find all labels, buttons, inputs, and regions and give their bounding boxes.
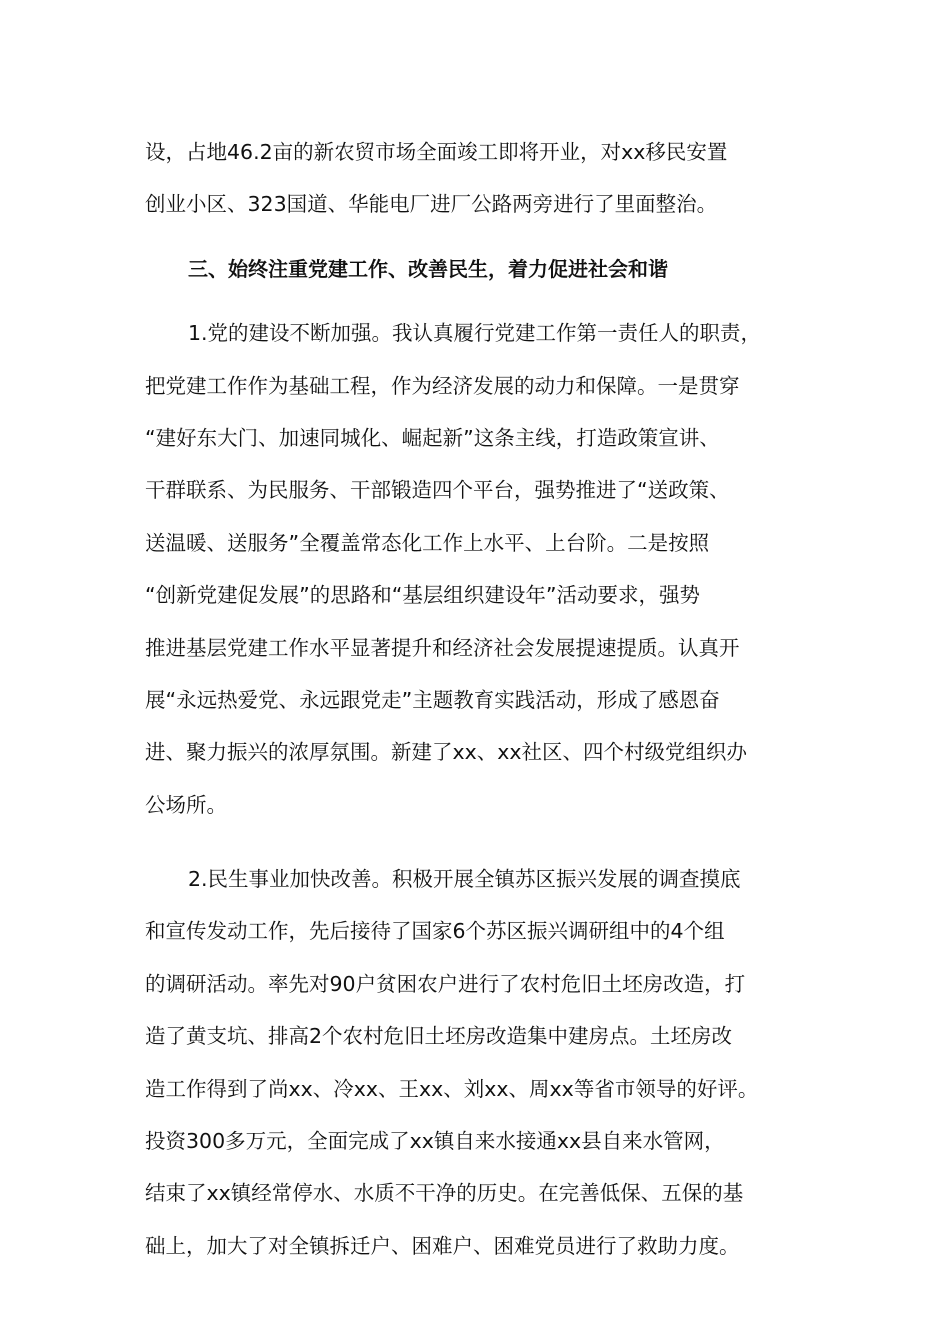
document-body xyxy=(145,132,811,1278)
text-line: 把党建工作作为基础工程，作为经济发展的动力和保障。一是贯穿 xyxy=(145,373,740,398)
text-line: 造工作得到了尚xx、冷xx、王xx、刘xx、周xx等省市领导的好评。 xyxy=(145,1076,759,1101)
text-line: 础上，加大了对全镇拆迁户、困难户、困难党员进行了救助力度。 xyxy=(145,1233,740,1258)
text-line: 展“永远热爱党、永远跟党走”主题教育实践活动，形成了感恩奋 xyxy=(145,687,720,712)
text-line: 设，占地46.2亩的新农贸市场全面竣工即将开业，对xx移民安置 xyxy=(145,140,728,164)
text-line: 送温暖、送服务”全覆盖常态化工作上水平、上台阶。二是按照 xyxy=(145,530,710,555)
section-heading: 三、始终注重党建工作、改善民生，着力促进社会和谐 xyxy=(188,256,668,281)
text-line: 和宣传发动工作，先后接待了国家6个苏区振兴调研组中的4个组 xyxy=(145,919,725,944)
intro-paragraph xyxy=(145,132,811,237)
paragraph-party-building xyxy=(145,313,811,837)
text-line: 干群联系、为民服务、干部锻造四个平台，强势推进了“送政策、 xyxy=(145,478,730,503)
text-line: 投资300多万元，全面完成了xx镇自来水接通xx县自来水管网， xyxy=(145,1129,725,1154)
text-line: 进、聚力振兴的浓厚氛围。新建了xx、xx社区、四个村级党组织办 xyxy=(145,740,748,765)
text-line: 的调研活动。率先对90户贫困农户进行了农村危旧土坯房改造，打 xyxy=(145,971,746,996)
text-line: “创新党建促发展”的思路和“基层组织建设年”活动要求，强势 xyxy=(145,583,700,608)
text-line: 1.党的建设不断加强。我认真履行党建工作第一责任人的职责， xyxy=(188,321,762,346)
text-line: 2.民生事业加快改善。积极开展全镇苏区振兴发展的调查摸底 xyxy=(188,867,741,892)
text-line: 造了黄支坑、排高2个农村危旧土坯房改造集中建房点。土坯房改 xyxy=(145,1024,733,1049)
text-line: 公场所。 xyxy=(145,792,227,817)
paragraph-livelihood xyxy=(145,859,811,1278)
text-line: 结束了xx镇经常停水、水质不干净的历史。在完善低保、五保的基 xyxy=(145,1181,744,1206)
text-line: “建好东大门、加速同城化、崛起新”这条主线，打造政策宣讲、 xyxy=(145,425,720,450)
text-line: 推进基层党建工作水平显著提升和经济社会发展提速提质。认真开 xyxy=(145,635,740,660)
text-line: 创业小区、323国道、华能电厂进厂公路两旁进行了里面整治。 xyxy=(145,192,718,217)
